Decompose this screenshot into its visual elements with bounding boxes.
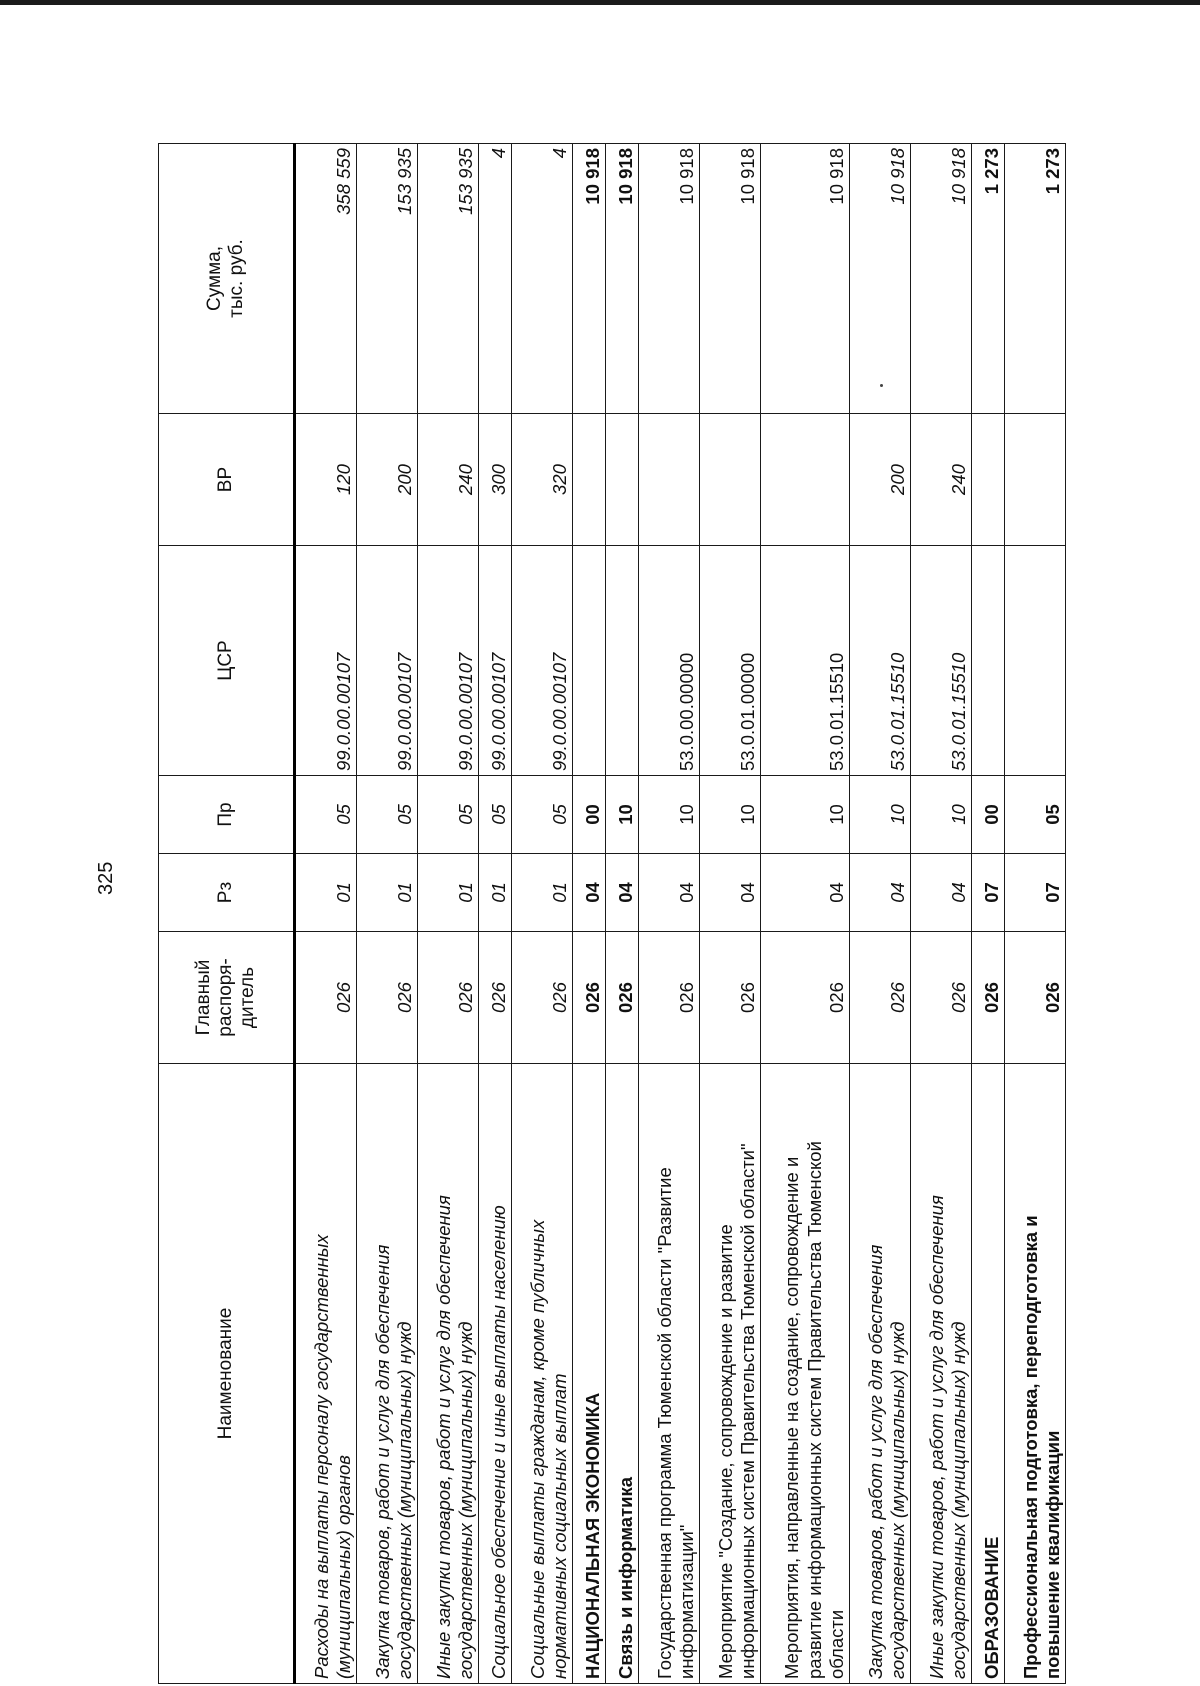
row-csr: 53.0.00.00000 xyxy=(639,546,700,776)
row-vr: 200 xyxy=(850,414,911,546)
row-pr: 00 xyxy=(972,776,1005,854)
row-name xyxy=(850,1064,911,1684)
row-name-line: Государственная программа Тюменской области "Развитие xyxy=(653,1167,675,1679)
row-gr: 026 xyxy=(911,932,972,1064)
header-csr: ЦСР xyxy=(159,546,295,776)
row-name-line: области xyxy=(825,1609,847,1679)
row-gr: 026 xyxy=(639,932,700,1064)
row-name-line: Профессиональная подготовка, переподготовка и xyxy=(1019,1215,1041,1679)
header-gr-line: Главный xyxy=(193,959,215,1036)
row-gr: 026 xyxy=(850,932,911,1064)
row-csr: 99.0.00.00107 xyxy=(479,546,512,776)
row-csr: 53.0.01.15510 xyxy=(850,546,911,776)
row-vr: 320 xyxy=(512,414,573,546)
row-name-line: Иные закупки товаров, работ и услуг для обеспечения xyxy=(925,1195,947,1679)
row-pr: 05 xyxy=(418,776,479,854)
row-pr: 10 xyxy=(911,776,972,854)
row-vr: 240 xyxy=(911,414,972,546)
header-sum xyxy=(159,144,295,414)
row-rz: 07 xyxy=(972,854,1005,932)
row-name-line: Расходы на выплаты персоналу государственных xyxy=(310,1234,332,1679)
row-csr: 53.0.01.00000 xyxy=(700,546,761,776)
row-vr: 200 xyxy=(357,414,418,546)
row-gr: 026 xyxy=(700,932,761,1064)
row-rz: 07 xyxy=(1005,854,1066,932)
row-csr xyxy=(972,546,1005,776)
row-name-line: нормативных социальных выплат xyxy=(548,1373,570,1679)
row-csr: 99.0.00.00107 xyxy=(295,546,357,776)
header-gr xyxy=(159,932,295,1064)
row-sum: 1 273 xyxy=(972,144,1005,414)
row-gr: 026 xyxy=(606,932,639,1064)
row-sum: 10 918 xyxy=(700,144,761,414)
row-pr: 05 xyxy=(512,776,573,854)
row-rz: 01 xyxy=(512,854,573,932)
row-pr: 10 xyxy=(850,776,911,854)
row-name-line: государственных (муниципальных) нужд xyxy=(393,1321,415,1679)
row-gr: 026 xyxy=(972,932,1005,1064)
table-row xyxy=(479,144,512,1684)
row-name xyxy=(573,1064,606,1684)
row-sum: 10 918 xyxy=(761,144,850,414)
row-vr: 240 xyxy=(418,414,479,546)
row-csr: 53.0.01.15510 xyxy=(761,546,850,776)
row-gr: 026 xyxy=(512,932,573,1064)
row-pr: 05 xyxy=(295,776,357,854)
row-pr: 10 xyxy=(700,776,761,854)
row-vr xyxy=(606,414,639,546)
row-vr: 300 xyxy=(479,414,512,546)
header-name: Наименование xyxy=(159,1064,295,1684)
header-vr: ВР xyxy=(159,414,295,546)
header-sum-line: тыс. руб. xyxy=(226,239,247,318)
table-row xyxy=(972,144,1005,1684)
table-row xyxy=(357,144,418,1684)
table-header-row xyxy=(159,144,295,1684)
row-sum: 358 559 xyxy=(295,144,357,414)
table-row xyxy=(418,144,479,1684)
row-csr: 99.0.00.00107 xyxy=(418,546,479,776)
row-csr: 99.0.00.00107 xyxy=(357,546,418,776)
table-row xyxy=(573,144,606,1684)
row-pr: 05 xyxy=(357,776,418,854)
row-name xyxy=(357,1064,418,1684)
row-name xyxy=(639,1064,700,1684)
row-name-line: Мероприятие "Создание, сопровождение и развитие xyxy=(714,1224,736,1679)
table-row xyxy=(606,144,639,1684)
row-vr: 120 xyxy=(295,414,357,546)
row-name-line: государственных (муниципальных) нужд xyxy=(886,1321,908,1679)
row-gr: 026 xyxy=(761,932,850,1064)
table-row xyxy=(911,144,972,1684)
row-rz: 04 xyxy=(911,854,972,932)
row-vr xyxy=(573,414,606,546)
row-rz: 01 xyxy=(357,854,418,932)
row-pr: 10 xyxy=(606,776,639,854)
row-gr: 026 xyxy=(573,932,606,1064)
rotated-page xyxy=(158,144,1063,1684)
row-sum: 153 935 xyxy=(357,144,418,414)
row-pr: 10 xyxy=(639,776,700,854)
row-name xyxy=(418,1064,479,1684)
row-name-line: государственных (муниципальных) нужд xyxy=(947,1321,969,1679)
row-pr: 00 xyxy=(573,776,606,854)
header-gr-line: распоря- xyxy=(215,958,237,1037)
row-name xyxy=(972,1064,1005,1684)
row-rz: 04 xyxy=(573,854,606,932)
row-csr: 99.0.00.00107 xyxy=(512,546,573,776)
table-row xyxy=(761,144,850,1684)
row-sum: 1 273 xyxy=(1005,144,1066,414)
row-name xyxy=(1005,1064,1066,1684)
row-name-line: развитие информационных систем Правительства Тюменской xyxy=(803,1141,825,1679)
row-gr: 026 xyxy=(295,932,357,1064)
row-name xyxy=(700,1064,761,1684)
row-name-line: информатизации" xyxy=(675,1524,697,1679)
row-vr xyxy=(1005,414,1066,546)
row-name-line: Мероприятия, направленные на создание, сопровождение и xyxy=(781,1156,803,1679)
row-vr xyxy=(972,414,1005,546)
row-name-line: повышение квалификации xyxy=(1041,1430,1063,1679)
row-sum: 153 935 xyxy=(418,144,479,414)
table-row xyxy=(850,144,911,1684)
row-name-line: Закупка товаров, работ и услуг для обеспечения xyxy=(864,1244,886,1679)
budget-table xyxy=(158,143,1066,1684)
row-csr xyxy=(606,546,639,776)
header-pr: Пр xyxy=(159,776,295,854)
row-name-line: Иные закупки товаров, работ и услуг для обеспечения xyxy=(432,1195,454,1679)
row-rz: 01 xyxy=(295,854,357,932)
row-name-line: государственных (муниципальных) нужд xyxy=(454,1321,476,1679)
row-name xyxy=(911,1064,972,1684)
row-csr: 53.0.01.15510 xyxy=(911,546,972,776)
row-name-line: НАЦИОНАЛЬНАЯ ЭКОНОМИКА xyxy=(581,1392,603,1679)
row-rz: 04 xyxy=(606,854,639,932)
scan-top-edge xyxy=(0,0,1200,5)
row-name-line: информационных систем Правительства Тюменской области" xyxy=(736,1143,758,1679)
row-rz: 04 xyxy=(850,854,911,932)
row-vr xyxy=(700,414,761,546)
row-vr xyxy=(639,414,700,546)
row-name xyxy=(295,1064,357,1684)
row-name-line: Закупка товаров, работ и услуг для обеспечения xyxy=(371,1244,393,1679)
row-pr: 10 xyxy=(761,776,850,854)
table-row xyxy=(1005,144,1066,1684)
row-name xyxy=(512,1064,573,1684)
row-rz: 01 xyxy=(418,854,479,932)
row-sum: 10 918 xyxy=(606,144,639,414)
row-rz: 01 xyxy=(479,854,512,932)
row-rz: 04 xyxy=(639,854,700,932)
row-rz: 04 xyxy=(700,854,761,932)
row-gr: 026 xyxy=(357,932,418,1064)
row-sum: 10 918 xyxy=(911,144,972,414)
row-sum: 4 xyxy=(479,144,512,414)
row-rz: 04 xyxy=(761,854,850,932)
page-number: 325 xyxy=(95,861,117,895)
header-gr-line: дитель xyxy=(236,966,258,1029)
row-gr: 026 xyxy=(418,932,479,1064)
row-gr: 026 xyxy=(1005,932,1066,1064)
table-row xyxy=(639,144,700,1684)
row-name-line: Связь и информатика xyxy=(614,1476,636,1679)
table-row xyxy=(700,144,761,1684)
row-name xyxy=(761,1064,850,1684)
row-gr: 026 xyxy=(479,932,512,1064)
row-csr xyxy=(1005,546,1066,776)
row-vr xyxy=(761,414,850,546)
row-sum: 10 918 xyxy=(573,144,606,414)
table-row xyxy=(295,144,357,1684)
row-name-line: Социальные выплаты гражданам, кроме публичных xyxy=(526,1219,548,1679)
header-rz: Рз xyxy=(159,854,295,932)
row-name xyxy=(479,1064,512,1684)
row-sum: 4 xyxy=(512,144,573,414)
row-name-line: Социальное обеспечение и иные выплаты населению xyxy=(487,1205,509,1679)
header-sum-line: Сумма, xyxy=(204,246,226,311)
row-sum: 10 918 xyxy=(639,144,700,414)
row-name-line: ОБРАЗОВАНИЕ xyxy=(980,1536,1002,1679)
row-pr: 05 xyxy=(1005,776,1066,854)
row-name xyxy=(606,1064,639,1684)
table-row xyxy=(512,144,573,1684)
row-pr: 05 xyxy=(479,776,512,854)
row-sum: 10 918 xyxy=(850,144,911,414)
row-csr xyxy=(573,546,606,776)
row-name-line: (муниципальных) органов xyxy=(332,1455,354,1679)
